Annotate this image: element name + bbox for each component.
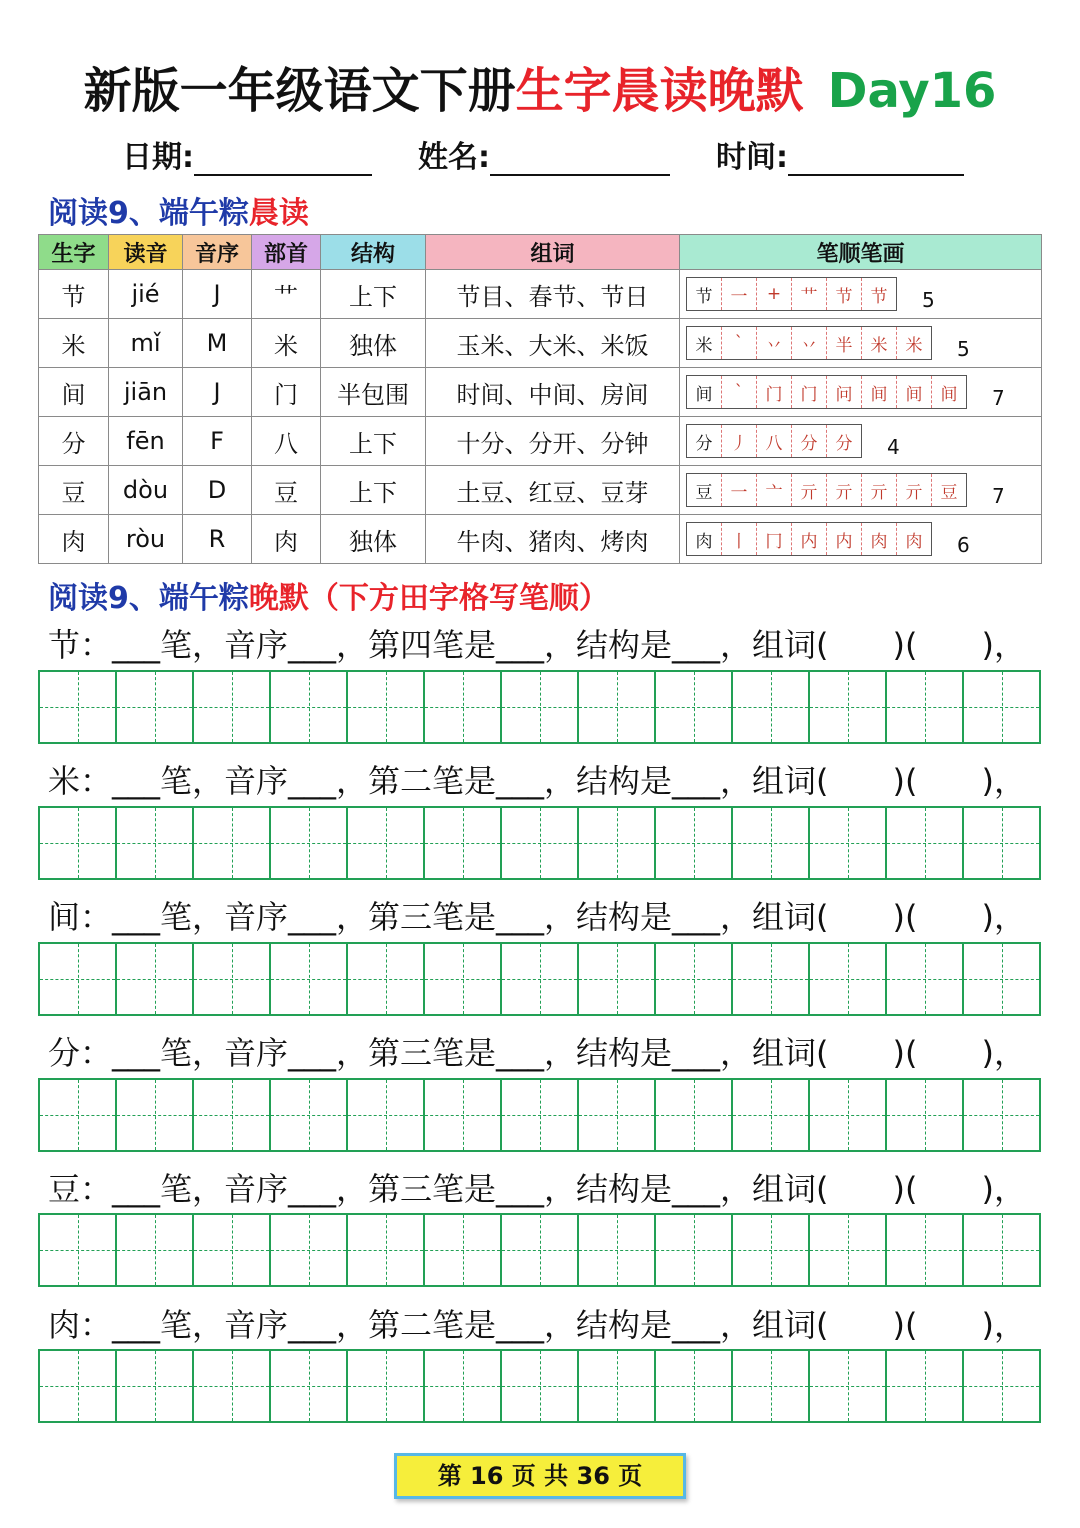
page-number-badge: 第 16 页 共 36 页 (394, 1453, 686, 1499)
writing-grid[interactable] (38, 806, 1041, 880)
grid-cell[interactable] (425, 672, 502, 742)
char-cell: 节 (39, 270, 109, 319)
grid-cell[interactable] (810, 808, 887, 878)
grid-cell[interactable] (425, 1351, 502, 1421)
grid-cell[interactable] (194, 944, 271, 1014)
table-row (39, 515, 1042, 564)
stroke-step: 冂 (757, 523, 792, 555)
stroke-order-cell (680, 319, 1042, 368)
grid-cell[interactable] (40, 808, 117, 878)
stroke-step: 节 (870, 286, 888, 307)
grid-cell[interactable] (579, 1215, 656, 1285)
stroke-step: 节 (827, 278, 862, 310)
stroke-step: 问 (827, 376, 862, 408)
stroke-step: 内 (827, 523, 862, 555)
grid-cell[interactable] (810, 1351, 887, 1421)
table-header-cell: 结构 (321, 235, 426, 270)
order-cell: M (183, 319, 252, 368)
title-main: 新版一年级语文下册 (83, 63, 516, 119)
stroke-count: 5 (922, 288, 935, 312)
name-field (418, 132, 670, 176)
order-cell: J (183, 270, 252, 319)
question-line: 豆：___笔，音序___，第三笔是___，结构是___，组词( )( )， (48, 1170, 1026, 1208)
grid-cell[interactable] (40, 1080, 117, 1150)
structure-cell: 独体 (321, 319, 426, 368)
grid-cell[interactable] (733, 808, 810, 878)
grid-cell[interactable] (271, 1080, 348, 1150)
grid-cell[interactable] (425, 1080, 502, 1150)
words-cell: 牛肉、猪肉、烤肉 (426, 515, 680, 564)
grid-cell[interactable] (579, 808, 656, 878)
grid-cell[interactable] (733, 1215, 810, 1285)
grid-cell[interactable] (348, 672, 425, 742)
grid-cell[interactable] (502, 944, 579, 1014)
grid-cell[interactable] (271, 808, 348, 878)
stroke-step: 半 (827, 327, 862, 359)
grid-cell[interactable] (117, 672, 194, 742)
stroke-sequence (686, 522, 932, 556)
stroke-step: 肉 (687, 523, 722, 555)
pinyin-cell: jié (109, 270, 183, 319)
date-label: 日期: (122, 140, 194, 175)
grid-cell[interactable] (733, 672, 810, 742)
words-cell: 十分、分开、分钟 (426, 417, 680, 466)
grid-cell[interactable] (194, 1080, 271, 1150)
stroke-step: 分 (835, 433, 853, 454)
evening-section-title (48, 573, 609, 617)
grid-cell[interactable] (733, 1080, 810, 1150)
grid-cell[interactable] (271, 1215, 348, 1285)
grid-cell[interactable] (502, 672, 579, 742)
stroke-order-cell (680, 417, 1042, 466)
grid-cell[interactable] (656, 672, 733, 742)
table-header-row (39, 235, 1042, 270)
grid-cell[interactable] (117, 808, 194, 878)
grid-cell[interactable] (964, 944, 1039, 1014)
stroke-order-cell (680, 466, 1042, 515)
stroke-step: 米 (862, 327, 897, 359)
table-header-cell: 生字 (39, 235, 109, 270)
writing-grid[interactable] (38, 942, 1041, 1016)
grid-cell[interactable] (656, 1080, 733, 1150)
table-row (39, 270, 1042, 319)
date-blank (194, 142, 372, 176)
grid-cell[interactable] (271, 1351, 348, 1421)
grid-cell[interactable] (425, 1215, 502, 1285)
grid-cell[interactable] (887, 944, 964, 1014)
stroke-step: 米 (687, 327, 722, 359)
title-highlight: 生字晨读晚默 (515, 63, 804, 119)
grid-cell[interactable] (964, 672, 1039, 742)
table-header-cell: 部首 (252, 235, 321, 270)
radical-cell: 门 (252, 368, 321, 417)
stroke-sequence (686, 277, 897, 311)
grid-cell[interactable] (656, 944, 733, 1014)
grid-cell[interactable] (425, 944, 502, 1014)
stroke-sequence (686, 326, 932, 360)
radical-cell: 豆 (252, 466, 321, 515)
grid-cell[interactable] (887, 1351, 964, 1421)
stroke-step: 间 (897, 376, 932, 408)
radical-cell: 米 (252, 319, 321, 368)
grid-cell[interactable] (194, 808, 271, 878)
grid-cell[interactable] (502, 1351, 579, 1421)
page-title (0, 52, 1080, 121)
stroke-sequence (686, 473, 967, 507)
stroke-step: 米 (905, 335, 923, 356)
stroke-step: 肉 (905, 531, 923, 552)
order-cell: F (183, 417, 252, 466)
stroke-step: 内 (792, 523, 827, 555)
stroke-step: 分 (792, 425, 827, 457)
table-header-cell: 读音 (109, 235, 183, 270)
stroke-step: 门 (792, 376, 827, 408)
words-cell: 土豆、红豆、豆芽 (426, 466, 680, 515)
table-header-cell: 组词 (426, 235, 680, 270)
morning-title-tag: 晨读 (248, 196, 309, 231)
stroke-step: 肉 (862, 523, 897, 555)
order-cell: D (183, 466, 252, 515)
char-cell: 肉 (39, 515, 109, 564)
grid-cell[interactable] (117, 1080, 194, 1150)
grid-cell[interactable] (810, 1215, 887, 1285)
morning-section-title (48, 188, 309, 232)
character-table (38, 234, 1042, 564)
stroke-step: 亠 (757, 474, 792, 506)
pinyin-cell: mǐ (109, 319, 183, 368)
grid-cell[interactable] (887, 1215, 964, 1285)
grid-cell[interactable] (964, 1351, 1039, 1421)
stroke-order-cell (680, 368, 1042, 417)
stroke-count: 7 (992, 386, 1005, 410)
pinyin-cell: jiān (109, 368, 183, 417)
grid-cell[interactable] (964, 808, 1039, 878)
writing-grid[interactable] (38, 670, 1041, 744)
pinyin-cell: ròu (109, 515, 183, 564)
grid-cell[interactable] (348, 944, 425, 1014)
writing-grid[interactable] (38, 1078, 1041, 1152)
stroke-sequence (686, 424, 862, 458)
time-field (716, 132, 964, 176)
stroke-sequence (686, 375, 967, 409)
grid-cell[interactable] (579, 672, 656, 742)
stroke-count: 4 (887, 435, 900, 459)
table-header-cell: 笔顺笔画 (680, 235, 1042, 270)
grid-cell[interactable] (117, 1215, 194, 1285)
grid-cell[interactable] (887, 1080, 964, 1150)
evening-title-lesson: 阅读9、端午粽 (48, 581, 249, 616)
structure-cell: 半包围 (321, 368, 426, 417)
stroke-step: 一 (722, 278, 757, 310)
stroke-step: 门 (757, 376, 792, 408)
grid-cell[interactable] (117, 1351, 194, 1421)
words-cell: 时间、中间、房间 (426, 368, 680, 417)
time-blank (788, 142, 964, 176)
table-header-cell: 音序 (183, 235, 252, 270)
stroke-step: 丷 (792, 327, 827, 359)
stroke-order-cell (680, 515, 1042, 564)
name-blank (490, 142, 670, 176)
stroke-step: 豆 (687, 474, 722, 506)
question-line: 肉：___笔，音序___，第二笔是___，结构是___，组词( )( )， (48, 1306, 1026, 1344)
stroke-step: 丷 (757, 327, 792, 359)
grid-cell[interactable] (656, 1215, 733, 1285)
question-line: 间：___笔，音序___，第三笔是___，结构是___，组词( )( )， (48, 898, 1026, 936)
time-label: 时间: (716, 140, 788, 175)
radical-cell: 八 (252, 417, 321, 466)
grid-cell[interactable] (348, 1215, 425, 1285)
grid-cell[interactable] (194, 1215, 271, 1285)
pinyin-cell: dòu (109, 466, 183, 515)
question-line: 米：___笔，音序___，第二笔是___，结构是___，组词( )( )， (48, 762, 1026, 800)
grid-cell[interactable] (348, 1351, 425, 1421)
grid-cell[interactable] (117, 944, 194, 1014)
evening-title-tag: 晚默（下方田字格写笔顺） (248, 581, 609, 616)
grid-cell[interactable] (348, 1080, 425, 1150)
title-day: Day16 (827, 63, 997, 119)
stroke-step: ` (722, 376, 757, 408)
radical-cell: 艹 (252, 270, 321, 319)
grid-cell[interactable] (887, 672, 964, 742)
stroke-count: 6 (957, 533, 970, 557)
grid-cell[interactable] (502, 1215, 579, 1285)
grid-cell[interactable] (40, 1351, 117, 1421)
words-cell: 玉米、大米、米饭 (426, 319, 680, 368)
stroke-step: 间 (862, 376, 897, 408)
grid-cell[interactable] (425, 808, 502, 878)
stroke-step: 间 (687, 376, 722, 408)
grid-cell[interactable] (579, 944, 656, 1014)
grid-cell[interactable] (810, 944, 887, 1014)
structure-cell: 独体 (321, 515, 426, 564)
table-row (39, 368, 1042, 417)
table-body (39, 270, 1042, 564)
grid-cell[interactable] (579, 1351, 656, 1421)
question-line: 节：___笔，音序___，第四笔是___，结构是___，组词( )( )， (48, 626, 1026, 664)
order-cell: J (183, 368, 252, 417)
char-cell: 豆 (39, 466, 109, 515)
grid-cell[interactable] (964, 1080, 1039, 1150)
grid-cell[interactable] (271, 944, 348, 1014)
grid-cell[interactable] (656, 1351, 733, 1421)
writing-grid[interactable] (38, 1213, 1041, 1287)
grid-cell[interactable] (579, 1080, 656, 1150)
stroke-step: 丨 (722, 523, 757, 555)
grid-cell[interactable] (656, 808, 733, 878)
stroke-step: 亓 (862, 474, 897, 506)
structure-cell: 上下 (321, 417, 426, 466)
morning-title-lesson: 阅读9、端午粽 (48, 196, 249, 231)
grid-cell[interactable] (194, 1351, 271, 1421)
char-cell: 米 (39, 319, 109, 368)
stroke-step: ` (722, 327, 757, 359)
order-cell: R (183, 515, 252, 564)
grid-cell[interactable] (810, 1080, 887, 1150)
grid-cell[interactable] (887, 808, 964, 878)
grid-cell[interactable] (194, 672, 271, 742)
stroke-step: 亓 (792, 474, 827, 506)
stroke-step: 丿 (722, 425, 757, 457)
stroke-step: 艹 (792, 278, 827, 310)
question-line: 分：___笔，音序___，第三笔是___，结构是___，组词( )( )， (48, 1034, 1026, 1072)
grid-cell[interactable] (271, 672, 348, 742)
radical-cell: 肉 (252, 515, 321, 564)
grid-cell[interactable] (40, 1215, 117, 1285)
structure-cell: 上下 (321, 270, 426, 319)
stroke-step: 分 (687, 425, 722, 457)
writing-grid[interactable] (38, 1349, 1041, 1423)
stroke-step: 八 (757, 425, 792, 457)
stroke-count: 5 (957, 337, 970, 361)
char-cell: 分 (39, 417, 109, 466)
grid-cell[interactable] (964, 1215, 1039, 1285)
stroke-step: 豆 (940, 482, 958, 503)
table-row (39, 417, 1042, 466)
grid-cell[interactable] (502, 808, 579, 878)
table-row (39, 319, 1042, 368)
grid-cell[interactable] (502, 1080, 579, 1150)
grid-cell[interactable] (810, 672, 887, 742)
grid-cell[interactable] (348, 808, 425, 878)
stroke-step: + (757, 278, 792, 310)
grid-cell[interactable] (40, 672, 117, 742)
table-row (39, 466, 1042, 515)
grid-cell[interactable] (733, 944, 810, 1014)
stroke-step: 一 (722, 474, 757, 506)
stroke-step: 亓 (897, 474, 932, 506)
structure-cell: 上下 (321, 466, 426, 515)
grid-cell[interactable] (40, 944, 117, 1014)
stroke-count: 7 (992, 484, 1005, 508)
date-field (122, 132, 372, 176)
pinyin-cell: fēn (109, 417, 183, 466)
name-label: 姓名: (418, 140, 490, 175)
stroke-step: 节 (687, 278, 722, 310)
stroke-step: 间 (940, 384, 958, 405)
stroke-order-cell (680, 270, 1042, 319)
char-cell: 间 (39, 368, 109, 417)
words-cell: 节目、春节、节日 (426, 270, 680, 319)
grid-cell[interactable] (733, 1351, 810, 1421)
stroke-step: 亓 (827, 474, 862, 506)
